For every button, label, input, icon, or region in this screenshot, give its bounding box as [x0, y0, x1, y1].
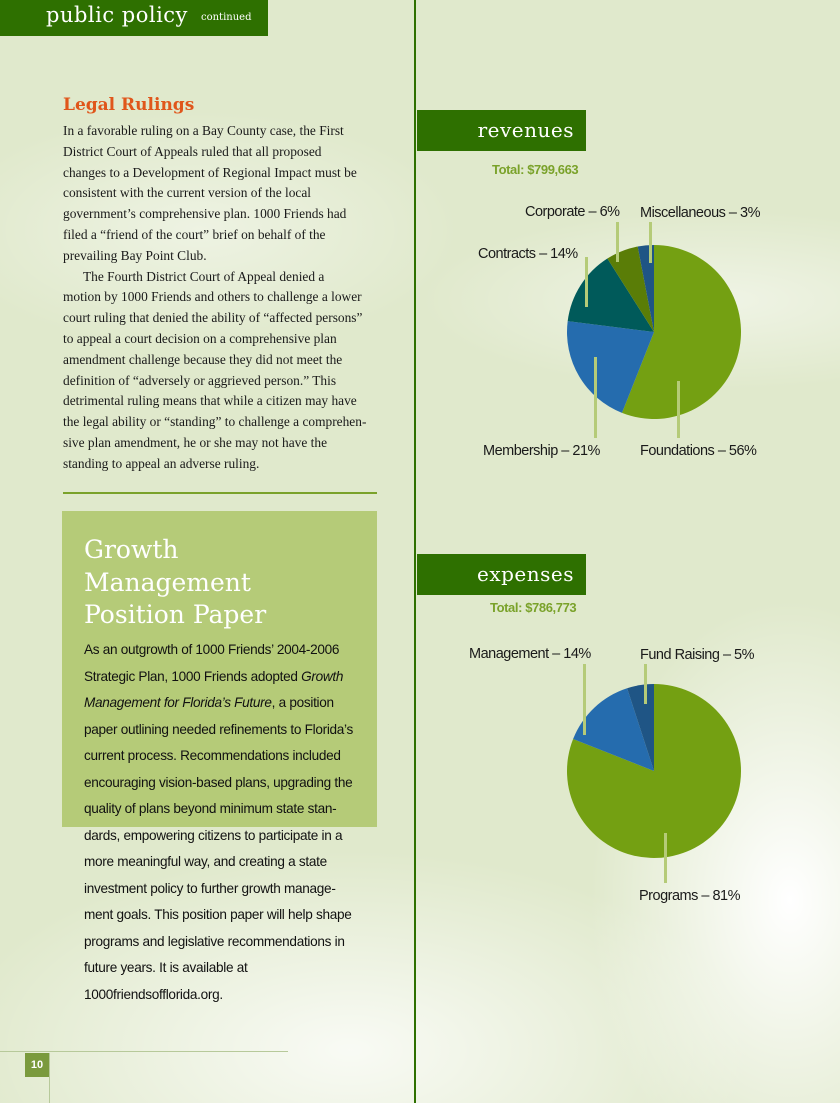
leader-membership	[594, 357, 597, 438]
text-line: the legal ability or “standing” to challenge a comprehen-	[63, 414, 367, 430]
text-line: sive plan amendment, he or she may not have the	[63, 434, 328, 450]
text-line: filed a “friend of the court” brief on behalf of the	[63, 226, 326, 242]
text-line: As an outgrowth of 1000 Friends’ 2004-2006	[84, 642, 340, 657]
text-line: changes to a Development of Regional Impact must be	[63, 164, 357, 180]
text-line: more meaningful way, and creating a state	[84, 854, 327, 869]
text-line: current process. Recommendations included	[84, 748, 341, 763]
revenues-heading: revenues	[417, 110, 586, 151]
label-foundations: Foundations – 56%	[640, 443, 757, 459]
text-line: Management for Florida’s Future, a position	[84, 695, 334, 710]
leader-foundations	[677, 381, 680, 438]
page-number: 10	[25, 1053, 49, 1077]
section-continued: continued	[201, 12, 252, 23]
text-line: standing to appeal an adverse ruling.	[63, 455, 260, 471]
text-line: District Court of Appeals ruled that all proposed	[63, 143, 322, 159]
text-line: dards, empowering citizens to participate in a	[84, 827, 343, 843]
leader-corporate	[616, 222, 619, 262]
text-line: future years. It is available at	[84, 960, 248, 975]
text-line: detrimental ruling means that while a citizen may have	[63, 393, 357, 409]
text-line: 1000friendsofflorida.org.	[84, 986, 223, 1002]
text-line: Growth	[84, 535, 179, 564]
label-membership: Membership – 21%	[483, 443, 600, 459]
text-line: government’s comprehensive plan. 1000 Friends had	[63, 206, 347, 222]
leader-management	[583, 664, 586, 735]
text-line: amendment challenge because they did not meet the	[63, 351, 343, 367]
text-line: In a favorable ruling on a Bay County case, the First	[63, 123, 344, 138]
legal-rulings-heading: Legal Rulings	[63, 95, 195, 115]
expenses-heading: expenses	[417, 554, 586, 595]
leader-programs	[664, 833, 667, 883]
text-line: to appeal a court decision on a comprehensive plan	[63, 330, 337, 346]
text-line: ment goals. This position paper will help shape	[84, 907, 352, 922]
text-line: paper outlining needed refinements to Florida’s	[84, 721, 354, 737]
text-line: quality of plans beyond minimum state stan-	[84, 801, 337, 816]
text-line: Position Paper	[84, 600, 267, 629]
label-management: Management – 14%	[469, 646, 591, 662]
label-contracts: Contracts – 14%	[478, 246, 578, 262]
section-title: public policy	[46, 3, 188, 27]
text-line: The Fourth District Court of Appeal denied a	[83, 268, 325, 284]
leader-contracts	[585, 257, 588, 307]
leader-miscellaneous	[649, 222, 652, 263]
label-fund-raising: Fund Raising – 5%	[640, 647, 755, 663]
label-corporate: Corporate – 6%	[525, 204, 620, 220]
text-line: investment policy to further growth manage-	[84, 880, 336, 896]
text-line: prevailing Bay Point Club.	[63, 247, 207, 263]
text-line: definition of “adversely or aggrieved person.” This	[63, 372, 337, 388]
text-line: Strategic Plan, 1000 Friends adopted Growth	[84, 668, 344, 684]
text-line: programs and legislative recommendations in	[84, 933, 345, 949]
revenues-total: Total: $799,663	[492, 162, 579, 177]
label-miscellaneous: Miscellaneous – 3%	[640, 205, 760, 221]
text-line: Management	[84, 567, 251, 597]
text-line: motion by 1000 Friends and others to challenge a lower	[63, 289, 362, 305]
text-line: consistent with the current version of the local	[63, 185, 312, 201]
text-line: court ruling that denied the ability of “affected persons”	[63, 310, 363, 326]
text-line: encouraging vision-based plans, upgrading the	[84, 774, 353, 790]
leader-fund-raising	[644, 664, 647, 704]
expenses-total: Total: $786,773	[490, 600, 577, 615]
label-programs: Programs – 81%	[639, 888, 740, 904]
